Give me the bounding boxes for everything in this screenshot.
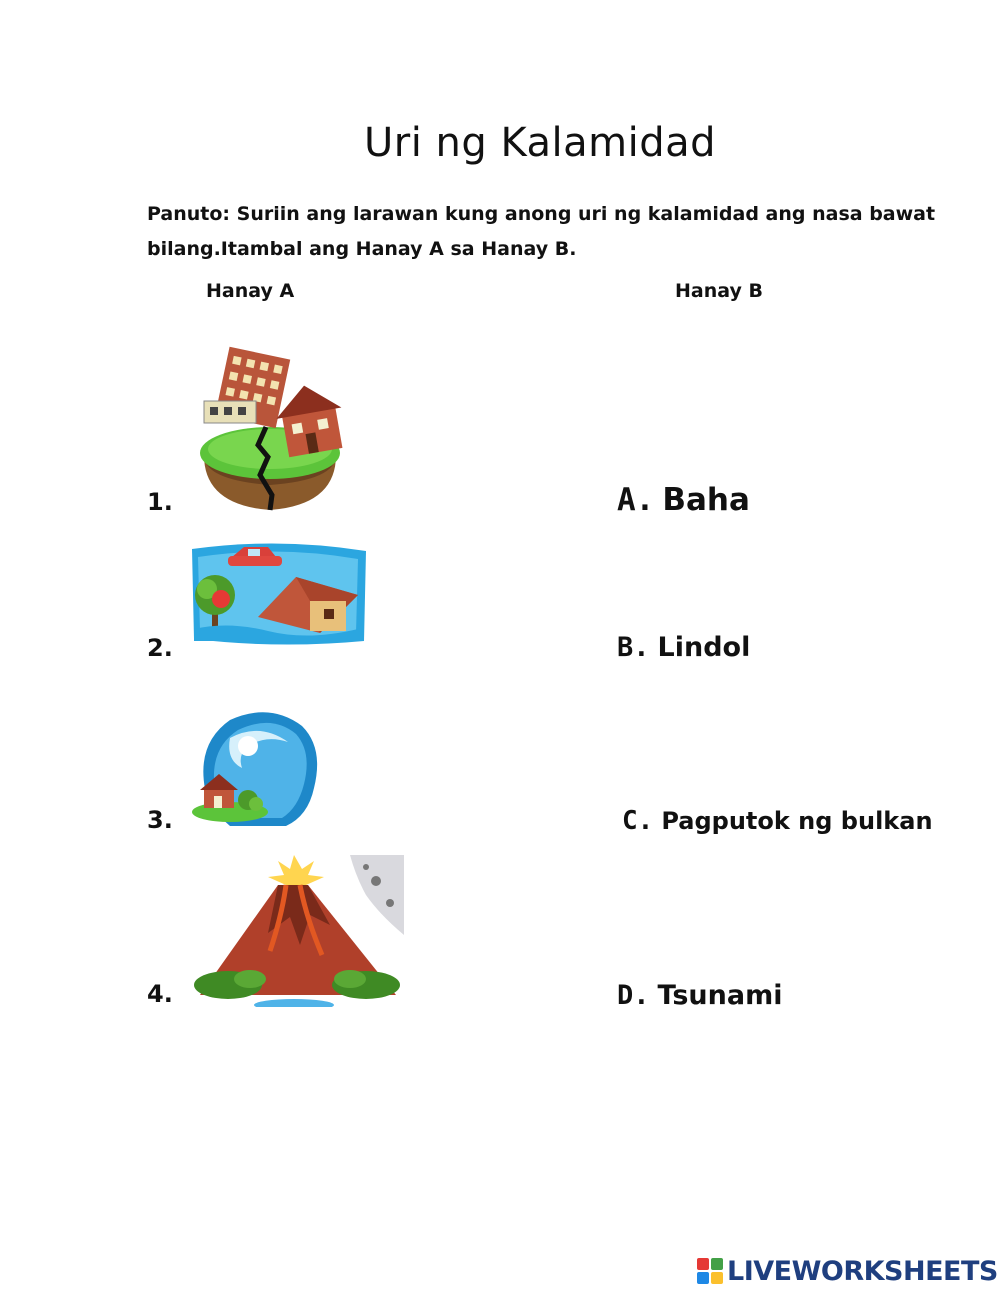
choice-d-label: Tsunami bbox=[657, 980, 783, 1011]
choice-c-label: Pagputok ng bulkan bbox=[661, 807, 933, 835]
liveworksheets-logo bbox=[697, 1255, 998, 1287]
item-number-1: 1. bbox=[147, 488, 173, 516]
liveworksheets-logo-icon bbox=[697, 1258, 723, 1284]
instructions-text: Panuto: Suriin ang larawan kung anong uri ng kalamidad ang nasa bawat bilang.Itambal ang Hanay A sa Hanay B. bbox=[147, 203, 936, 260]
item-number-3: 3. bbox=[147, 806, 173, 834]
choice-b-label: Lindol bbox=[657, 632, 751, 663]
choice-d-letter: D. bbox=[617, 980, 650, 1011]
worksheet-title: Uri ng Kalamidad bbox=[363, 120, 717, 166]
item-number-4: 4. bbox=[147, 980, 173, 1008]
tsunami-picture bbox=[190, 708, 320, 830]
column-a-heading: Hanay A bbox=[206, 280, 295, 302]
choice-c-letter: C. bbox=[622, 806, 654, 836]
choice-b bbox=[617, 632, 750, 663]
earthquake-picture bbox=[186, 345, 354, 515]
choice-b-letter: B. bbox=[617, 632, 650, 663]
choice-d bbox=[617, 980, 782, 1011]
choice-a-label: Baha bbox=[662, 482, 750, 518]
volcano-picture bbox=[190, 855, 404, 1007]
column-b-heading: Hanay B bbox=[675, 280, 763, 302]
choice-a-letter: A. bbox=[617, 482, 655, 518]
liveworksheets-logo-text: LIVEWORKSHEETS bbox=[727, 1255, 998, 1287]
flood-picture bbox=[188, 537, 368, 647]
item-number-2: 2. bbox=[147, 634, 173, 662]
choice-c bbox=[622, 806, 933, 836]
choice-a bbox=[617, 482, 750, 518]
